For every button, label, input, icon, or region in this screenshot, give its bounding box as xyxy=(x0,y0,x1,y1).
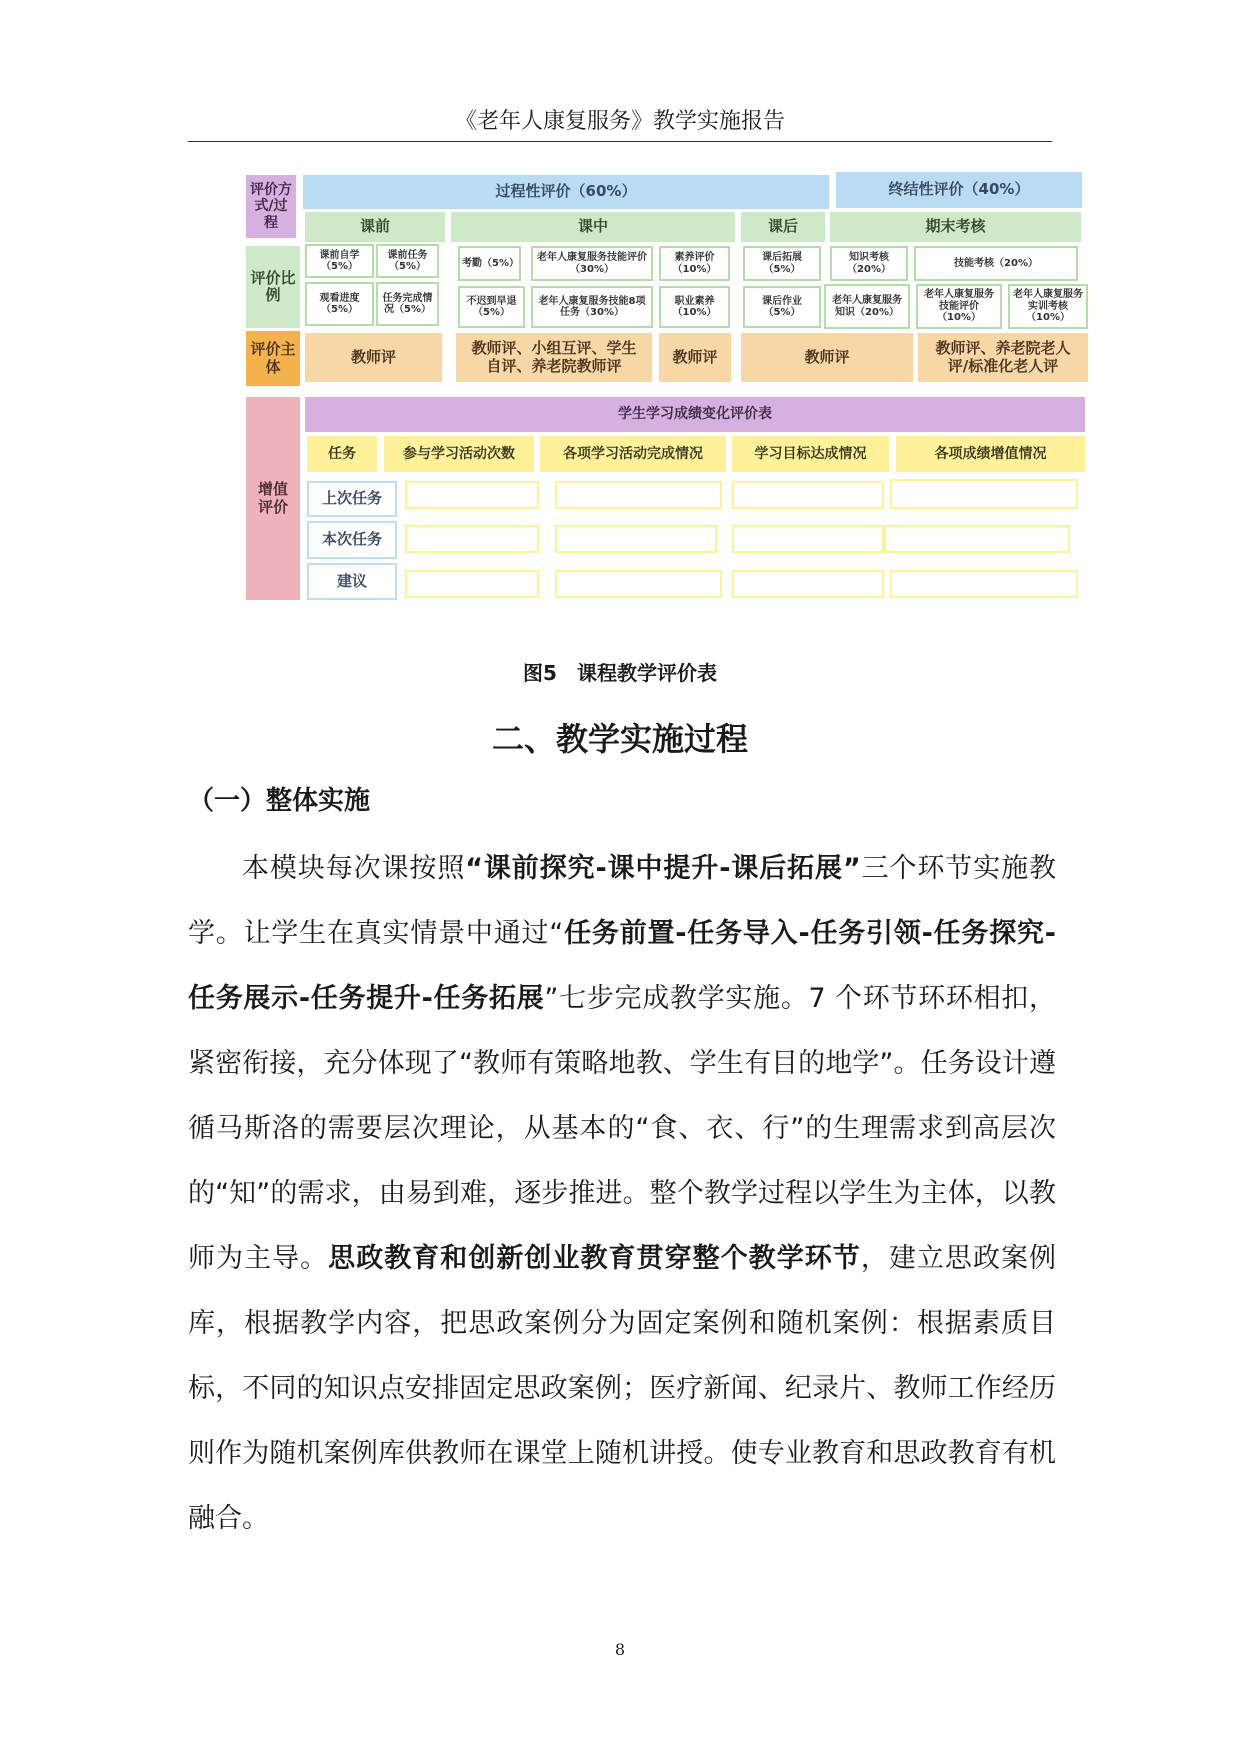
ratio-task-completion: 任务完成情况（5%） xyxy=(376,282,439,326)
row-label-value-added: 增值评价 xyxy=(246,397,300,600)
para-text: 本模块每次课按照 xyxy=(242,853,466,884)
va-cell xyxy=(890,570,1078,598)
phase-post: 课后 xyxy=(741,212,825,242)
subject-in-literacy: 教师评 xyxy=(659,333,731,382)
va-cell xyxy=(555,570,722,598)
para-text: ，建立思政案例库，根据教学内容，把思政案例分为固定案例和随机案例：根据素质目标，不同的知识点安排固定思政案例；医疗新闻、纪录片、教师工作经历则作为随机案例库供教师在课堂上随机讲授。使专业教育和思政教育有机融合。 xyxy=(188,1243,1057,1534)
page-number: 8 xyxy=(614,1640,626,1659)
va-cell xyxy=(405,481,539,509)
va-cell xyxy=(732,525,884,553)
subsection-title: （一）整体实施 xyxy=(188,786,371,816)
va-row-this-task: 本次任务 xyxy=(307,521,397,559)
ratio-homework: 课后作业（5%） xyxy=(743,286,821,328)
va-row-last-task: 上次任务 xyxy=(307,481,397,517)
summative-eval-header: 终结性评价（40%） xyxy=(836,172,1082,208)
ratio-professionalism: 职业素养（10%） xyxy=(659,286,730,328)
va-cell xyxy=(555,481,722,509)
process-eval-header: 过程性评价（60%） xyxy=(303,175,829,209)
ratio-skill-peer: 老年人康复服务技能评价（30%） xyxy=(531,246,653,281)
phase-in: 课中 xyxy=(451,212,735,242)
subject-pre: 教师评 xyxy=(305,333,442,382)
body-paragraph xyxy=(188,836,1056,1551)
subject-final: 教师评、养老院老人评/标准化老人评 xyxy=(918,333,1088,382)
para-bold: 任务前置-任务导入-任务引领-任务探究-任务展示-任务提升-任务拓展 xyxy=(188,918,1056,1014)
evaluation-figure xyxy=(0,0,1240,620)
subject-in-main: 教师评、小组互评、学生自评、养老院教师评 xyxy=(456,333,652,382)
para-text: ”七步完成教学实施。7 个环节环环相扣，紧密衔接，充分体现了“教师有策略地教、学生有目的地学”。任务设计遵循马斯洛的需要层次理论，从基本的“食、衣、行”的生理需求到高层次的“知”的需求，由易到难，逐步推进。整个教学过程以学生为主体，以教师为主导。 xyxy=(188,983,1056,1274)
va-cell xyxy=(405,570,539,598)
figure-caption: 图5 课程教学评价表 xyxy=(523,661,717,685)
va-cell xyxy=(884,525,1070,553)
va-col-increment: 各项成绩增值情况 xyxy=(896,436,1085,472)
para-text: 三个环节实施教学。让学生在真实情景中通过“ xyxy=(188,853,1057,949)
phase-final: 期末考核 xyxy=(830,212,1081,242)
ratio-eight-tasks: 老年人康复服务技能8项任务（30%） xyxy=(531,286,653,328)
ratio-service-knowledge: 老年人康复服务知识（20%） xyxy=(824,284,910,329)
para-bold: 思政教育和创新创业教育贯穿整个教学环节 xyxy=(328,1243,861,1274)
section-title: 二、教学实施过程 xyxy=(491,720,748,758)
ratio-attendance: 考勤（5%） xyxy=(458,246,521,281)
row-label-ratio: 评价比例 xyxy=(246,246,300,328)
va-cell xyxy=(732,570,884,598)
va-col-task: 任务 xyxy=(307,436,377,472)
va-col-completion: 各项学习活动完成情况 xyxy=(540,436,726,472)
va-cell xyxy=(890,479,1078,509)
va-col-participation: 参与学习活动次数 xyxy=(384,436,534,472)
value-added-title: 学生学习成绩变化评价表 xyxy=(305,397,1085,432)
ratio-knowledge-exam: 知识考核（20%） xyxy=(830,246,908,281)
ratio-watch-progress: 观看进度（5%） xyxy=(305,282,374,326)
page-header: 《老年人康复服务》教学实施报告 xyxy=(454,109,785,134)
ratio-literacy-eval: 素养评价（10%） xyxy=(659,246,730,281)
subject-post: 教师评 xyxy=(741,333,913,382)
va-row-advice: 建议 xyxy=(307,563,397,600)
ratio-skill-exam: 技能考核（20%） xyxy=(914,246,1078,281)
va-cell xyxy=(732,481,884,509)
ratio-practical-exam: 老年人康复服务实训考核（10%） xyxy=(1008,284,1088,329)
ratio-no-late: 不迟到早退（5%） xyxy=(458,286,525,328)
phase-pre: 课前 xyxy=(305,212,445,242)
va-cell xyxy=(555,525,717,553)
row-label-subject: 评价主体 xyxy=(246,331,300,386)
va-col-objectives: 学习目标达成情况 xyxy=(732,436,889,472)
ratio-skill-assessment: 老年人康复服务技能评价（10%） xyxy=(916,284,1002,329)
para-bold: “课前探究-课中提升-课后拓展” xyxy=(465,853,861,884)
ratio-pre-task: 课前任务（5%） xyxy=(376,244,439,278)
va-cell xyxy=(405,525,539,553)
ratio-pre-self-study: 课前自学（5%） xyxy=(305,244,374,278)
row-label-method: 评价方式/过程 xyxy=(246,175,296,238)
ratio-post-extension: 课后拓展（5%） xyxy=(743,246,821,281)
